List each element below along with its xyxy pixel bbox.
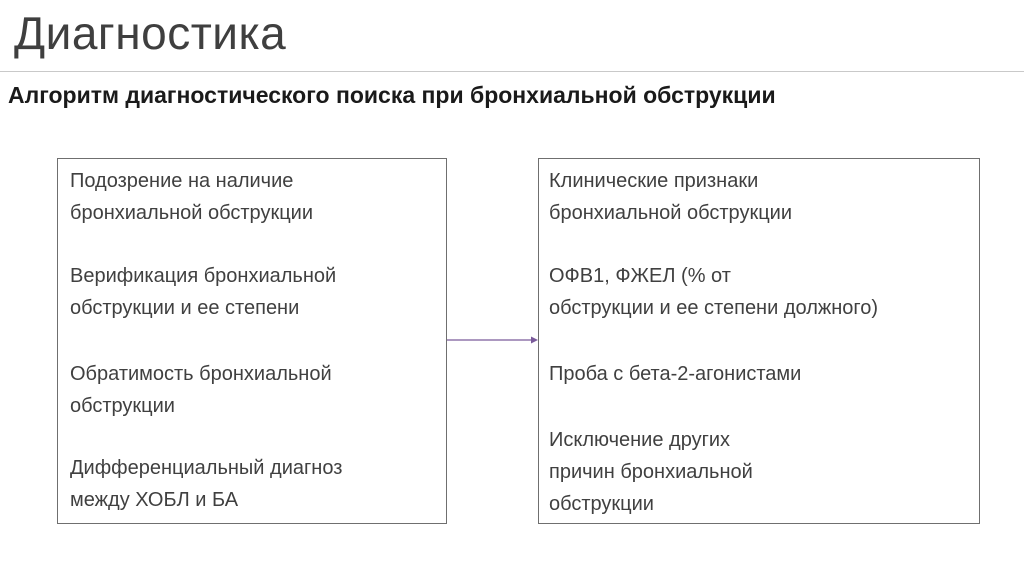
step-text-line: обструкции — [70, 395, 175, 417]
method-spirometry — [549, 260, 878, 324]
method-text-line: Проба с бета-2-агонистами — [549, 363, 802, 385]
step-verification — [70, 260, 336, 324]
method-clinical-signs — [549, 165, 792, 229]
slide-title: Диагностика — [14, 7, 287, 59]
step-text-line: Дифференциальный диагноз — [70, 457, 343, 479]
step-suspicion — [70, 165, 313, 229]
step-text-line: Подозрение на наличие — [70, 170, 294, 192]
slide-subtitle: Алгоритм диагностического поиска при бронхиальной обструкции — [8, 82, 776, 108]
step-reversibility — [70, 358, 332, 422]
method-text-line: ОФВ1, ФЖЕЛ (% от — [549, 265, 731, 287]
method-text-line: обструкции и ее степени должного) — [549, 297, 879, 319]
arrow-connector — [447, 334, 538, 346]
step-text-line: Верификация бронхиальной — [70, 265, 337, 287]
step-text-line: Обратимость бронхиальной — [70, 363, 332, 385]
method-bronchodilator-test — [549, 358, 801, 390]
method-text-line: причин бронхиальной — [549, 461, 753, 483]
method-text-line: Клинические признаки — [549, 170, 759, 192]
method-text-line: Исключение других — [549, 429, 731, 451]
step-differential — [70, 452, 342, 516]
method-text-line: обструкции — [549, 493, 654, 515]
step-text-line: между ХОБЛ и БА — [70, 489, 239, 511]
method-text-line: бронхиальной обструкции — [549, 202, 792, 224]
title-divider — [0, 71, 1024, 72]
step-text-line: бронхиальной обструкции — [70, 202, 313, 224]
method-exclusion — [549, 424, 753, 520]
step-text-line: обструкции и ее степени — [70, 297, 300, 319]
